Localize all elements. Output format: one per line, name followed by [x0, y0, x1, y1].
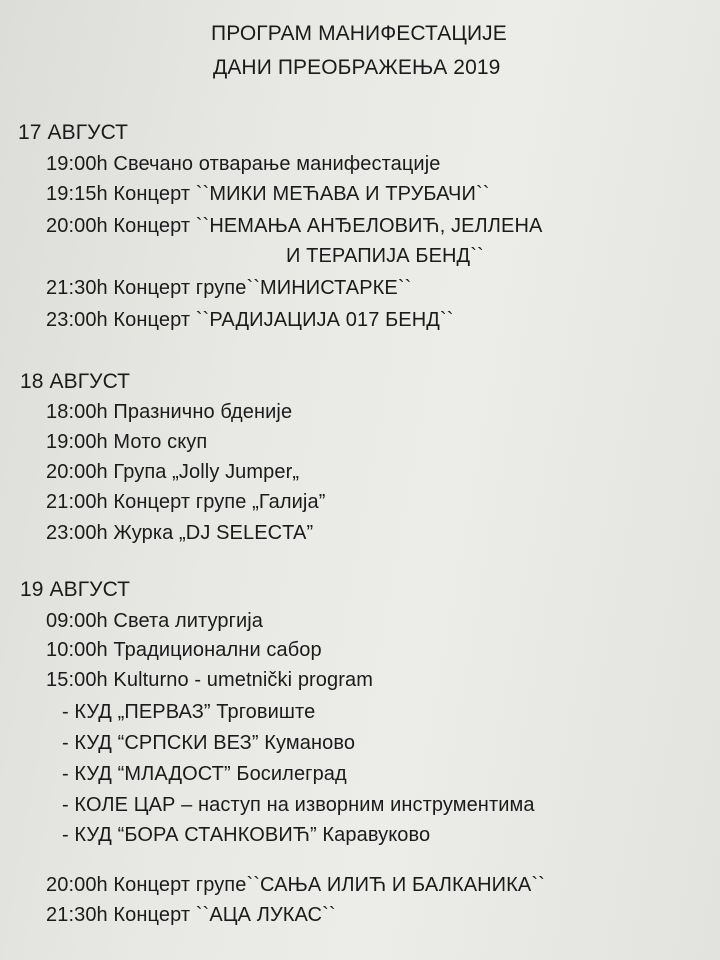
day-heading: 18 АВГУСТ	[20, 370, 131, 393]
performer-line: - КУД “БОРА СТАНКОВИЋ” Каравуково	[62, 824, 431, 846]
performer-line: - КОЛЕ ЦАР – наступ на изворним инструментима	[62, 794, 535, 816]
schedule-line: 19:00h Свечано отварање манифестације	[46, 153, 441, 175]
schedule-line: 18:00h Празнично бденије	[46, 401, 293, 423]
schedule-line: 10:00h Традиционални сабор	[46, 639, 322, 661]
performer-line: - КУД „ПЕРВАЗ” Трговиште	[62, 701, 316, 723]
schedule-line: 20:00h Група „Jolly Jumper„	[46, 461, 300, 483]
document-title: ПРОГРАМ МАНИФЕСТАЦИЈЕ	[211, 22, 507, 45]
schedule-line: 20:00h Концерт групе``САЊА ИЛИЋ И БАЛКАНИКА``	[46, 874, 545, 896]
schedule-line: 21:30h Концерт групе``МИНИСТАРКЕ``	[46, 277, 412, 299]
schedule-line-continuation: И ТЕРАПИЈА БЕНД``	[286, 245, 484, 267]
schedule-line: 19:15h Концерт ``МИКИ МЕЋАВА И ТРУБАЧИ``	[46, 183, 490, 205]
schedule-line: 23:00h Концерт ``РАДИЈАЦИЈА 017 БЕНД``	[46, 309, 454, 331]
schedule-line: 19:00h Мото скуп	[46, 431, 208, 453]
schedule-line: 09:00h Света литургија	[46, 610, 264, 632]
schedule-line: 15:00h Kulturno - umetnički program	[46, 669, 373, 691]
day-heading: 17 АВГУСТ	[18, 121, 129, 144]
performer-line: - КУД “МЛАДОСТ” Босилеград	[62, 763, 347, 785]
schedule-line: 20:00h Концерт ``НЕМАЊА АНЂЕЛОВИЋ, ЈЕЛЛЕНА	[46, 215, 543, 237]
performer-line: - КУД “СРПСКИ ВЕЗ” Куманово	[62, 732, 356, 754]
schedule-line: 21:00h Концерт групе „Галија”	[46, 491, 326, 513]
schedule-line: 21:30h Концерт ``АЦА ЛУКАС``	[46, 904, 336, 926]
day-heading: 19 АВГУСТ	[20, 578, 131, 601]
document-subtitle: ДАНИ ПРЕОБРАЖЕЊА 2019	[213, 56, 501, 79]
schedule-line: 23:00h Журка „DJ SELECTA”	[46, 522, 314, 544]
